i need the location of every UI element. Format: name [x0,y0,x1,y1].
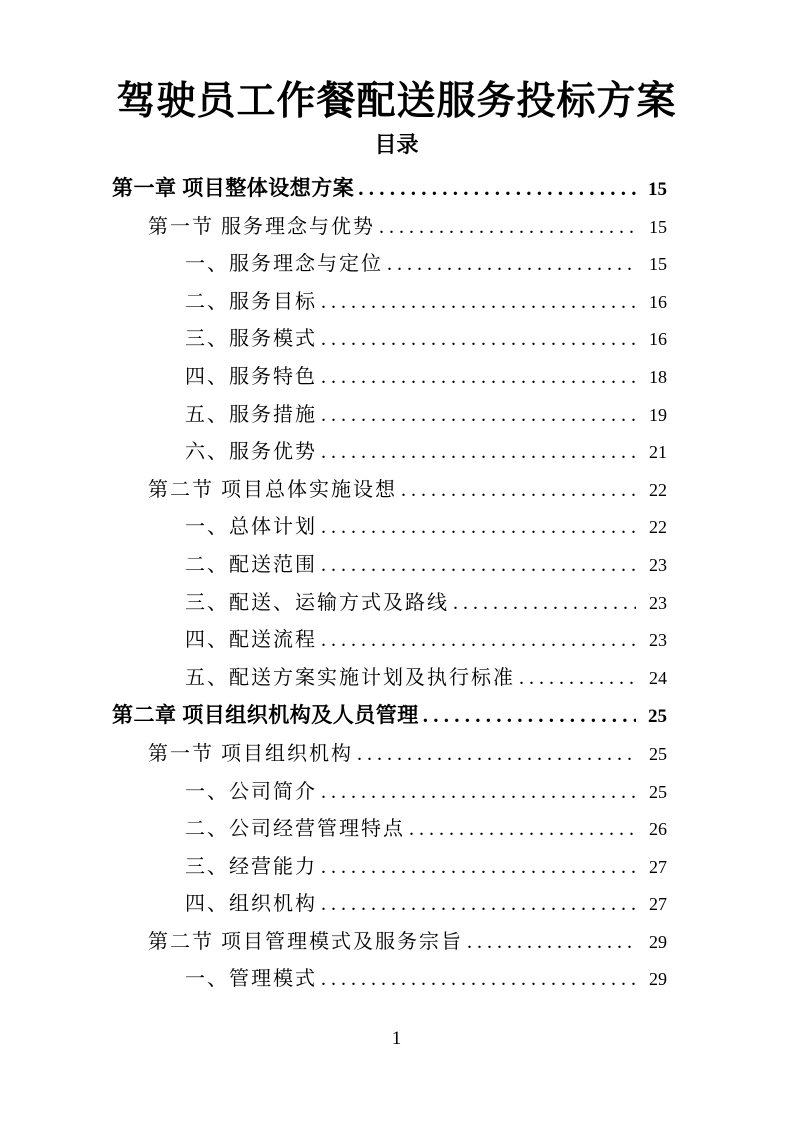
toc-dot-leader [321,359,636,397]
toc-entry-page: 15 [648,179,667,200]
toc-entry-label: 四、配送流程 [185,629,317,652]
toc-entry-label: 四、组织机构 [185,893,317,916]
toc-entry-label: 五、配送方案实施计划及执行标准 [185,666,515,689]
toc-entry-page: 26 [649,819,667,840]
toc-entry-chapter[interactable] [112,170,667,209]
toc-entry-label: 第二节 项目管理模式及服务宗旨 [148,930,463,953]
toc-dot-leader [358,170,636,208]
toc-dot-leader [453,585,636,623]
toc-entry-page: 29 [649,969,667,990]
toc-entry-label: 一、总体计划 [185,516,317,539]
toc-dot-leader [379,209,636,247]
document-title: 驾驶员工作餐配送服务投标方案 [116,80,677,123]
toc-entry-item[interactable] [112,321,667,359]
toc-entry-page: 23 [649,630,667,651]
toc-entry-item[interactable] [112,849,667,887]
toc-entry-label: 六、服务优势 [185,441,317,464]
toc-dot-leader [321,434,636,472]
toc-entry-page: 23 [649,592,667,613]
toc-dot-leader [321,961,636,999]
toc-entry-page: 21 [649,442,667,463]
toc-heading: 目录 [374,132,419,157]
toc-entry-item[interactable] [112,397,667,435]
toc-entry-page: 25 [648,706,667,728]
toc-dot-leader [321,849,636,887]
toc-entry-item[interactable] [112,811,667,849]
toc-entry-label: 二、配送范围 [185,553,317,576]
toc-entry-item[interactable] [112,774,667,812]
toc-entry-label: 第一章 项目整体设想方案 [112,176,355,200]
toc-entry-section[interactable] [112,472,667,510]
toc-entry-label: 五、服务措施 [185,403,317,426]
toc-entry-item[interactable] [112,660,667,698]
toc-entry-label: 三、配送、运输方式及路线 [185,591,449,614]
toc-entry-item[interactable] [112,622,667,660]
toc-dot-leader [387,246,636,284]
toc-entry-item[interactable] [112,359,667,397]
toc-entry-page: 24 [649,667,667,688]
toc-dot-leader [321,886,636,924]
toc-entry-label: 第一节 项目组织机构 [148,742,353,765]
toc-entry-label: 三、经营能力 [185,855,317,878]
toc-dot-leader [321,284,636,322]
toc-entry-page: 16 [649,329,667,350]
toc-entry-page: 22 [649,517,667,538]
toc-dot-leader [321,547,636,585]
toc-dot-leader [321,321,636,359]
toc-entry-label: 一、管理模式 [185,968,317,991]
toc-entry-item[interactable] [112,284,667,322]
toc-entry-item[interactable] [112,961,667,999]
toc-dot-leader [409,811,636,849]
toc-entry-section[interactable] [112,736,667,774]
toc-entry-page: 25 [649,781,667,802]
toc-entry-item[interactable] [112,886,667,924]
toc-dot-leader [519,660,636,698]
toc-entry-item[interactable] [112,547,667,585]
toc-entry-chapter[interactable] [112,697,667,736]
toc-entry-page: 25 [649,743,667,764]
toc-dot-leader [467,924,636,962]
toc-entry-label: 一、服务理念与定位 [185,253,383,276]
toc-entry-label: 第二节 项目总体实施设想 [148,478,397,501]
toc-entry-label: 二、公司经营管理特点 [185,818,405,841]
page-number: 1 [391,1028,402,1049]
toc-dot-leader [423,697,636,735]
toc-entry-label: 第一节 服务理念与优势 [148,215,375,238]
toc-entry-label: 三、服务模式 [185,328,317,351]
toc-entry-page: 22 [649,479,667,500]
toc-entry-label: 一、公司简介 [185,780,317,803]
toc-entry-page: 27 [649,856,667,877]
toc-entry-label: 四、服务特色 [185,365,317,388]
toc-entry-page: 19 [649,404,667,425]
toc-entry-page: 16 [649,291,667,312]
toc-dot-leader [321,774,636,812]
toc-entry-page: 23 [649,554,667,575]
toc-dot-leader [321,622,636,660]
toc-entry-label: 第二章 项目组织机构及人员管理 [112,703,419,728]
toc-entry-section[interactable] [112,924,667,962]
toc-entry-page: 15 [649,254,667,275]
toc-dot-leader [321,509,636,547]
toc-entry-page: 15 [649,216,667,237]
toc-entry-page: 27 [649,894,667,915]
toc-entry-page: 29 [649,931,667,952]
toc-entry-section[interactable] [112,209,667,247]
toc-dot-leader [321,397,636,435]
toc-entry-page: 18 [649,366,667,387]
toc-dot-leader [401,472,636,510]
toc-dot-leader [357,736,636,774]
toc-entry-item[interactable] [112,509,667,547]
toc-list [112,170,667,999]
toc-entry-label: 二、服务目标 [185,290,317,313]
toc-entry-item[interactable] [112,246,667,284]
toc-entry-item[interactable] [112,434,667,472]
toc-entry-item[interactable] [112,585,667,623]
